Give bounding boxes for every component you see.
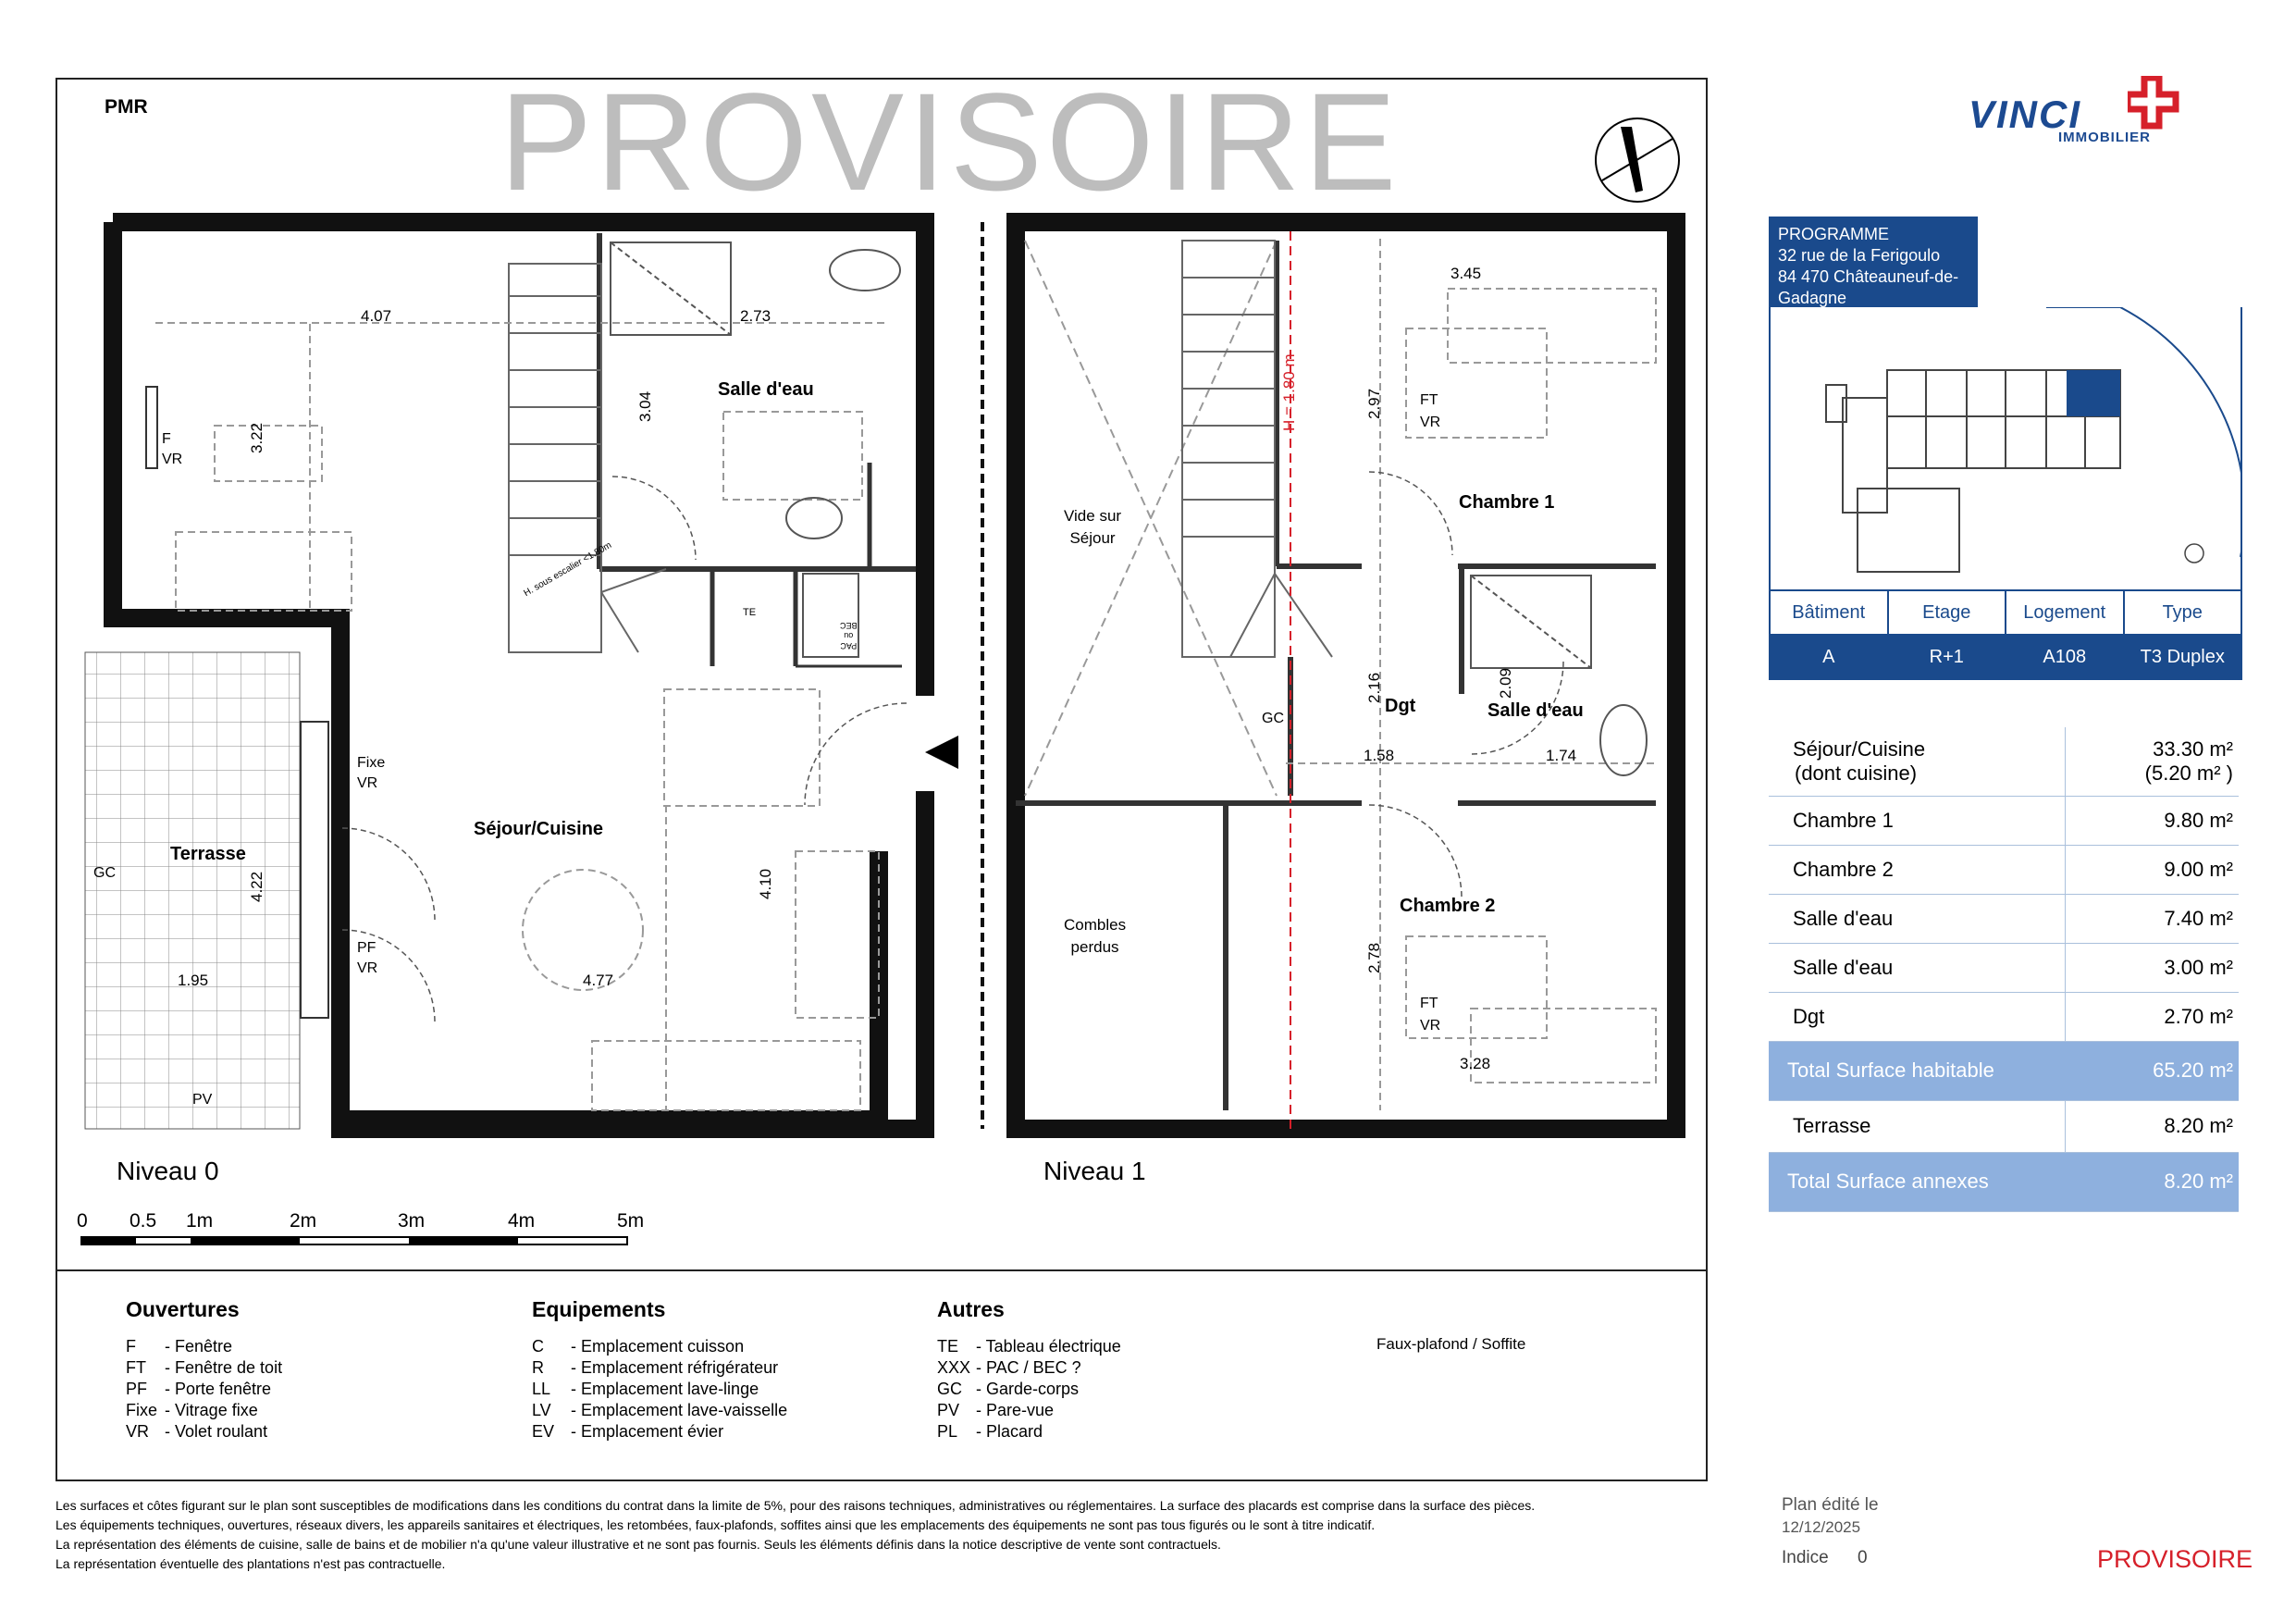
info-value: T3 Duplex	[2124, 635, 2242, 679]
vinci-logo-sub: IMMOBILIER	[2058, 130, 2151, 145]
scale-label: 2m	[290, 1210, 317, 1232]
scale-label: 0	[77, 1210, 88, 1232]
indice-label: Indice	[1782, 1548, 1829, 1567]
total-habitable-row: Total Surface habitable 65.20 m²	[1769, 1041, 2239, 1100]
code-pv: PV	[192, 1092, 213, 1108]
stair-height-note: H. sous escalier <1.80m	[522, 539, 614, 600]
legend-autres-title: Autres	[937, 1297, 1005, 1321]
area-row: Salle d'eau 7.40 m²	[1769, 894, 2239, 943]
code-vr-f: VR	[162, 452, 183, 467]
dim-322: 3.22	[248, 422, 265, 453]
watermark: PROVISOIRE	[500, 64, 1401, 219]
north-arrow-icon	[1596, 118, 1679, 202]
code-f: F	[162, 431, 171, 447]
dim-273: 2.73	[740, 307, 772, 325]
status-provisoire: PROVISOIRE	[2097, 1545, 2253, 1573]
legend-item: C - Emplacement cuisson	[532, 1337, 745, 1356]
scale-label: 1m	[186, 1210, 214, 1232]
area-row: Chambre 1 9.80 m²	[1769, 796, 2239, 845]
legend-item: VR - Volet roulant	[126, 1422, 268, 1441]
program-box: PROGRAMME 32 rue de la Ferigoulo 84 470 Châteauneuf-de-Gadagne	[1769, 217, 1978, 307]
dim-422: 4.22	[248, 871, 265, 902]
legend-item: LL - Emplacement lave-linge	[532, 1380, 759, 1398]
room-salle-eau-l0: Salle d'eau	[718, 379, 814, 400]
legend-faux-plafond: Faux-plafond / Soffite	[1376, 1335, 1526, 1353]
room-dgt: Dgt	[1385, 696, 1416, 716]
code-vr-ft2: VR	[1420, 1018, 1441, 1034]
legend-equipements-list	[532, 1336, 787, 1442]
site-plan-thumbnail	[1769, 307, 2242, 590]
scale-bar	[81, 1237, 627, 1244]
room-chambre2: Chambre 2	[1400, 896, 1496, 916]
total-annexes-row: Total Surface annexes 8.20 m²	[1769, 1152, 2239, 1211]
area-table	[1769, 727, 2239, 1212]
scale-label: 4m	[508, 1210, 536, 1232]
legend-item: TE - Tableau électrique	[937, 1337, 1121, 1356]
indice-value: 0	[1858, 1548, 1868, 1567]
scale-label: 5m	[617, 1210, 645, 1232]
code-pf: PF	[357, 940, 376, 956]
lot-info-table	[1769, 589, 2242, 680]
legend-item: LV - Emplacement lave-vaisselle	[532, 1401, 788, 1419]
legend-item: FT - Fenêtre de toit	[126, 1358, 283, 1377]
dim-410: 4.10	[757, 868, 774, 899]
code-ft1: FT	[1420, 392, 1438, 408]
dim-477: 4.77	[583, 972, 614, 989]
level0-plan	[85, 222, 958, 1129]
legend-item: Fixe - Vitrage fixe	[126, 1401, 258, 1419]
level1-label: Niveau 1	[1043, 1157, 1146, 1185]
level0-label: Niveau 0	[117, 1157, 219, 1185]
dim-278: 2.78	[1365, 942, 1383, 973]
dim-216: 2.16	[1365, 672, 1383, 703]
code-vr-pf: VR	[357, 960, 378, 976]
code-te: TE	[743, 607, 757, 618]
dim-328: 3.28	[1460, 1055, 1491, 1072]
level1-plan	[982, 222, 1676, 1129]
dim-158: 1.58	[1364, 747, 1395, 764]
info-header: Bâtiment	[1770, 590, 1888, 635]
pmr-label: PMR	[105, 96, 148, 118]
code-gc-l0: GC	[93, 865, 116, 881]
dim-209: 2.09	[1497, 667, 1514, 699]
scale-label: 3m	[398, 1210, 426, 1232]
code-gc-l1: GC	[1262, 711, 1284, 726]
legend-equipements-title: Equipements	[532, 1297, 666, 1321]
dim-174: 1.74	[1546, 747, 1577, 764]
disclaimer: Les surfaces et côtes figurant sur le plan sont susceptibles de modifications dans les conditions du contrat dans la limite de 5%, pour des raisons techniques, administratives ou réglementaires. La surface des placards est comprise dans la surface des pièces. Les équipements techniques, ouvertures, réseaux divers, les appareils sanitaires et électriques, les retombées, faux-plafonds, soffites ainsi que les emplacements des équipements ne sont pas tous figurés ou le sont à titre indicatif. La représentation des éléments de cuisine, salle de bains et de mobilier n'a qu'une valeur illustrative et ne sont pas fournis. Seuls les éléments définis dans la notice descriptive de vente sont contractuels. La représentation éventuelle des plantations n'est pas contractuelle.	[56, 1498, 1536, 1571]
legend-ouvertures-list	[126, 1336, 282, 1442]
info-value: A	[1770, 635, 1888, 679]
room-salle-eau-l1: Salle d'eau	[1487, 700, 1584, 721]
code-fixe: Fixe	[357, 755, 386, 771]
plan-date-label: Plan édité le	[1782, 1495, 1879, 1515]
legend-item: R - Emplacement réfrigérateur	[532, 1358, 779, 1377]
dim-height-180: H = 1.80 m	[1280, 353, 1298, 431]
area-row: Dgt 2.70 m²	[1769, 992, 2239, 1041]
code-pac: PAC ou BEC	[840, 621, 858, 650]
info-header: Type	[2124, 590, 2242, 635]
room-sejour: Séjour/Cuisine	[474, 819, 604, 839]
legend-autres-list	[937, 1336, 1121, 1442]
legend-item: PF - Porte fenêtre	[126, 1380, 272, 1398]
plan-date: 12/12/2025	[1782, 1518, 1861, 1536]
legend-item: EV - Emplacement évier	[532, 1422, 724, 1441]
info-header: Etage	[1888, 590, 2006, 635]
info-value: R+1	[1888, 635, 2006, 679]
dim-195: 1.95	[178, 972, 209, 989]
room-vide-sejour: Vide sur Séjour	[1064, 507, 1122, 547]
legend-item: F - Fenêtre	[126, 1337, 233, 1356]
room-combles: Combles perdus	[1064, 916, 1127, 956]
area-row: Chambre 2 9.00 m²	[1769, 845, 2239, 894]
code-vr-fixe: VR	[357, 775, 378, 791]
vinci-logo: VINCI	[1969, 93, 2082, 136]
legend-item: GC - Garde-corps	[937, 1380, 1080, 1398]
dim-304: 3.04	[636, 390, 654, 422]
scale-label: 0.5	[130, 1210, 157, 1232]
code-vr-ft1: VR	[1420, 415, 1441, 430]
dim-345: 3.45	[1450, 265, 1482, 282]
legend-item: PL - Placard	[937, 1422, 1043, 1441]
room-chambre1: Chambre 1	[1459, 492, 1555, 513]
info-value: A108	[2006, 635, 2124, 679]
dim-297: 2.97	[1365, 388, 1383, 419]
area-row: Séjour/Cuisine (dont cuisine) 33.30 m² (5.20 m² )	[1769, 727, 2239, 796]
legend-item: PV - Pare-vue	[937, 1401, 1055, 1419]
area-row: Salle d'eau 3.00 m²	[1769, 943, 2239, 992]
room-terrasse: Terrasse	[170, 844, 246, 864]
legend-item: XXX - PAC / BEC ?	[937, 1358, 1081, 1377]
code-ft2: FT	[1420, 996, 1438, 1011]
legend-ouvertures-title: Ouvertures	[126, 1297, 240, 1321]
area-row: Terrasse 8.20 m²	[1769, 1100, 2239, 1152]
info-header: Logement	[2006, 590, 2124, 635]
dim-407: 4.07	[361, 307, 392, 325]
